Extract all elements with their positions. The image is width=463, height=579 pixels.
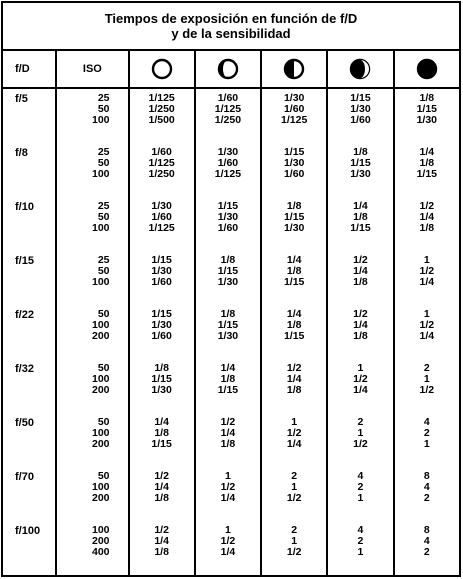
time-cell: [394, 521, 460, 576]
iso-cell: [56, 413, 128, 467]
exposure-time: 1/125: [148, 222, 175, 235]
exposure-time: 1/30: [350, 103, 371, 115]
exposure-time: 1/15: [217, 319, 239, 332]
time-cell: [129, 197, 195, 251]
iso-value: 100: [91, 168, 110, 181]
table-row: [2, 88, 460, 143]
exposure-time: 1/60: [151, 146, 172, 159]
exposure-time: 2: [357, 534, 364, 547]
exposure-time: 8: [423, 469, 430, 482]
time-cell: [195, 251, 261, 305]
time-cell: [195, 88, 261, 143]
fd-value: f/70: [2, 467, 56, 521]
exposure-time: 1: [423, 308, 430, 321]
exposure-time: 1/125: [214, 103, 242, 115]
iso-value: 50: [97, 265, 110, 278]
exposure-time: 1/30: [283, 92, 305, 104]
exposure-time: 1/15: [151, 308, 172, 321]
exposure-time: 1: [357, 491, 364, 504]
exposure-time: 1/8: [154, 545, 169, 558]
exposure-time: 1/4: [220, 426, 236, 439]
exposure-time: 1/8: [154, 426, 169, 439]
time-cell: [195, 467, 261, 521]
exposure-time: 1/8: [353, 146, 368, 159]
header-mostly-dark: [327, 50, 393, 88]
iso-value: 100: [91, 372, 110, 385]
time-cell: [129, 251, 195, 305]
iso-value: 400: [91, 545, 110, 558]
time-cell: [327, 413, 393, 467]
exposure-time: 2: [357, 480, 364, 493]
iso-value: 200: [91, 491, 110, 504]
table-row: [2, 305, 460, 359]
exposure-time: 1/125: [281, 114, 308, 126]
fd-value: f/5: [2, 88, 56, 143]
time-cell: [394, 467, 460, 521]
full-light-circle-icon: [151, 58, 173, 80]
time-cell: [195, 359, 261, 413]
exposure-time: 1/2: [353, 437, 368, 450]
fd-value: f/50: [2, 413, 56, 467]
exposure-time: 1/60: [151, 211, 172, 224]
exposure-time: 1/30: [151, 319, 172, 332]
table-row: [2, 251, 460, 305]
iso-value: 50: [97, 361, 110, 374]
iso-cell: [56, 88, 128, 143]
iso-value: 50: [97, 469, 110, 482]
exposure-time: 1/60: [283, 168, 305, 181]
iso-value: 100: [91, 276, 110, 289]
exposure-time: 1/4: [286, 308, 302, 321]
table-row: [2, 467, 460, 521]
exposure-time: 1/30: [151, 200, 172, 213]
fd-value: f/15: [2, 251, 56, 305]
exposure-time: 1/15: [283, 276, 305, 289]
exposure-time: 1/4: [353, 200, 368, 213]
exposure-time: 1/2: [353, 308, 368, 321]
time-cell: [394, 359, 460, 413]
exposure-time: 1: [423, 372, 430, 385]
exposure-time: 1/2: [419, 319, 435, 332]
time-cell: [129, 359, 195, 413]
exposure-time: 1/30: [350, 168, 371, 181]
time-cell: [261, 143, 327, 197]
exposure-time: 1/8: [220, 308, 236, 321]
iso-value: 100: [91, 319, 110, 332]
time-cell: [394, 305, 460, 359]
half-light-circle-icon: [283, 58, 305, 80]
exposure-time: 1/4: [220, 491, 236, 504]
iso-value: 100: [91, 426, 110, 439]
time-cell: [327, 251, 393, 305]
time-cell: [129, 413, 195, 467]
header-iso: ISO: [56, 50, 128, 88]
exposure-time: 1/15: [350, 157, 371, 170]
iso-cell: [56, 143, 128, 197]
iso-value: 100: [91, 480, 110, 493]
exposure-time: 1/2: [353, 372, 368, 385]
exposure-time: 1/30: [217, 146, 239, 159]
exposure-time: 1/8: [419, 157, 435, 170]
exposure-time: 1/2: [419, 200, 435, 213]
time-cell: [129, 467, 195, 521]
exposure-time: 1/8: [419, 222, 435, 235]
iso-value: 100: [91, 114, 110, 126]
exposure-time: 1/8: [220, 254, 236, 267]
exposure-time: 1/2: [220, 480, 236, 493]
header-full-light: [129, 50, 195, 88]
exposure-time: 1/8: [220, 372, 236, 385]
exposure-time: 1/30: [217, 330, 239, 343]
header-half-light: [261, 50, 327, 88]
exposure-time: 1/60: [283, 103, 305, 115]
exposure-time: 1/15: [151, 437, 172, 450]
exposure-time: 1/2: [353, 254, 368, 267]
iso-cell: [56, 467, 128, 521]
exposure-time: 1: [224, 469, 231, 482]
exposure-time: 1/15: [350, 92, 371, 104]
table-row: [2, 413, 460, 467]
exposure-time: 1/8: [220, 437, 236, 450]
exposure-time: 1/125: [148, 157, 175, 170]
fd-value: f/32: [2, 359, 56, 413]
header-mostly-light: [195, 50, 261, 88]
iso-cell: [56, 251, 128, 305]
time-cell: [327, 359, 393, 413]
exposure-time: 1/15: [416, 168, 437, 181]
exposure-time: 2: [357, 415, 364, 428]
exposure-time: 1/60: [217, 157, 239, 170]
iso-cell: [56, 305, 128, 359]
time-cell: [129, 88, 195, 143]
dark-circle-icon: [416, 58, 438, 80]
time-cell: [129, 521, 195, 576]
time-cell: [261, 467, 327, 521]
exposure-time: 1/8: [286, 265, 302, 278]
exposure-time: 1/2: [286, 491, 302, 504]
time-cell: [327, 305, 393, 359]
time-cell: [394, 88, 460, 143]
exposure-time: 1/8: [353, 211, 368, 224]
time-cell: [129, 305, 195, 359]
iso-value: 25: [97, 146, 110, 159]
iso-cell: [56, 521, 128, 576]
time-cell: [327, 197, 393, 251]
exposure-time: 4: [423, 534, 430, 547]
table-body: [2, 88, 460, 576]
time-cell: [261, 197, 327, 251]
iso-value: 50: [97, 157, 110, 170]
exposure-time: 1/8: [154, 491, 169, 504]
time-cell: [394, 251, 460, 305]
time-cell: [195, 521, 261, 576]
exposure-time: 1/4: [220, 545, 236, 558]
time-cell: [261, 88, 327, 143]
exposure-time: 1/30: [416, 114, 437, 126]
time-cell: [261, 251, 327, 305]
exposure-time: 1/15: [283, 146, 305, 159]
table-title: [2, 2, 460, 50]
iso-value: 200: [91, 437, 110, 450]
exposure-time: 1/4: [353, 319, 368, 332]
exposure-time: 1/60: [217, 92, 239, 104]
time-cell: [327, 143, 393, 197]
exposure-time: 2: [423, 491, 430, 504]
time-cell: [394, 197, 460, 251]
exposure-time: 1/2: [286, 361, 302, 374]
exposure-time: 1/15: [217, 265, 239, 278]
iso-value: 25: [97, 200, 110, 213]
time-cell: [261, 413, 327, 467]
exposure-time: 1/4: [419, 276, 435, 289]
time-cell: [327, 521, 393, 576]
exposure-time: 2: [423, 426, 430, 439]
exposure-time: 1/30: [151, 383, 172, 396]
time-cell: [129, 143, 195, 197]
table-title-line2: y de la sensibilidad: [171, 26, 291, 41]
iso-cell: [56, 359, 128, 413]
time-cell: [327, 88, 393, 143]
fd-value: f/100: [2, 521, 56, 576]
table-title-line1: Tiempos de exposición en función de f/D: [104, 11, 358, 26]
exposure-time: 1/15: [283, 330, 305, 343]
exposure-time: 4: [423, 415, 430, 428]
exposure-time: 1/4: [154, 415, 169, 428]
fd-value: f/22: [2, 305, 56, 359]
fd-value: f/8: [2, 143, 56, 197]
exposure-time: 1/4: [286, 437, 302, 450]
table-row: [2, 197, 460, 251]
exposure-time: 1/8: [286, 383, 302, 396]
exposure-time: 1: [291, 480, 298, 493]
exposure-time: 1/15: [151, 254, 172, 267]
exposure-time: 1/4: [154, 480, 169, 493]
exposure-time: 1/8: [286, 200, 302, 213]
header-dark: [394, 50, 460, 88]
exposure-time: 1/60: [151, 330, 172, 343]
exposure-time: 1/4: [353, 383, 368, 396]
time-cell: [195, 143, 261, 197]
exposure-time: 1/30: [283, 222, 305, 235]
exposure-time: 1: [357, 545, 364, 558]
exposure-time: 1: [357, 361, 364, 374]
exposure-time: 1/8: [154, 361, 169, 374]
table-row: [2, 521, 460, 576]
exposure-time: 1/15: [217, 383, 239, 396]
exposure-time: 2: [291, 523, 298, 536]
exposure-time: 1/30: [217, 276, 239, 289]
exposure-time: 1/2: [286, 545, 302, 558]
iso-value: 25: [97, 92, 110, 104]
fd-value: f/10: [2, 197, 56, 251]
exposure-time: 1/30: [283, 157, 305, 170]
time-cell: [261, 359, 327, 413]
exposure-time: 1/8: [419, 92, 435, 104]
exposure-time: 1: [291, 415, 298, 428]
exposure-time: 4: [423, 480, 430, 493]
exposure-time: 1/4: [286, 254, 302, 267]
time-cell: [394, 143, 460, 197]
time-cell: [327, 467, 393, 521]
exposure-time: 1/4: [353, 265, 368, 278]
exposure-time: 1/2: [419, 265, 435, 278]
exposure-time: 1/250: [148, 168, 175, 181]
exposure-time: 1: [357, 426, 364, 439]
iso-value: 200: [91, 330, 110, 343]
mostly-light-circle-icon: [217, 58, 239, 80]
exposure-time: 1/125: [148, 92, 175, 104]
exposure-time: 8: [423, 523, 430, 536]
time-cell: [261, 305, 327, 359]
exposure-time: 1/8: [353, 330, 368, 343]
iso-value: 50: [97, 415, 110, 428]
time-cell: [195, 413, 261, 467]
exposure-time: 1/2: [286, 426, 302, 439]
exposure-time: 1/60: [217, 222, 239, 235]
exposure-time: 4: [357, 469, 364, 482]
exposure-time: 1/15: [217, 200, 239, 213]
exposure-time: 1/2: [154, 469, 169, 482]
exposure-time: 1/8: [353, 276, 368, 289]
exposure-time: 1/2: [220, 534, 236, 547]
time-cell: [195, 197, 261, 251]
exposure-time: 1/30: [151, 265, 172, 278]
iso-value: 200: [91, 383, 110, 396]
exposure-time: 1/8: [286, 319, 302, 332]
exposure-time: 1/15: [416, 103, 437, 115]
exposure-time: 1/4: [286, 372, 302, 385]
exposure-time: 1/4: [154, 534, 169, 547]
exposure-time: 4: [357, 523, 364, 536]
exposure-time: 1/500: [148, 114, 175, 126]
time-cell: [261, 521, 327, 576]
iso-value: 100: [91, 222, 110, 235]
exposure-time: 1/2: [154, 523, 169, 536]
table-row: [2, 359, 460, 413]
iso-value: 50: [97, 103, 110, 115]
exposure-time: 1/4: [419, 146, 435, 159]
exposure-time: 1/15: [283, 211, 305, 224]
mostly-dark-circle-icon: [349, 58, 371, 80]
table-row: [2, 143, 460, 197]
exposure-time: 1/250: [148, 103, 175, 115]
exposure-time: 1/15: [350, 222, 371, 235]
exposure-time: 1/2: [419, 383, 435, 396]
exposure-time: 1: [224, 523, 231, 536]
time-cell: [195, 305, 261, 359]
exposure-time: 2: [423, 361, 430, 374]
exposure-time: 1/4: [419, 330, 435, 343]
iso-value: 25: [97, 254, 110, 267]
exposure-time: 1/60: [151, 276, 172, 289]
iso-cell: [56, 197, 128, 251]
time-cell: [394, 413, 460, 467]
exposure-time: 1/60: [350, 114, 371, 126]
exposure-time: 1/15: [151, 372, 172, 385]
exposure-time: 1/2: [220, 415, 236, 428]
iso-value: 50: [97, 211, 110, 224]
iso-value: 200: [91, 534, 110, 547]
header-fd: f/D: [2, 50, 56, 88]
exposure-time: 2: [423, 545, 430, 558]
iso-value: 50: [97, 308, 110, 321]
exposure-time: 1: [291, 534, 298, 547]
iso-value: 100: [91, 523, 110, 536]
exposure-time: 1/4: [419, 211, 435, 224]
exposure-time: 1/250: [214, 114, 242, 126]
exposure-time: 2: [291, 469, 298, 482]
exposure-time: 1: [423, 437, 430, 450]
exposure-table: [1, 1, 461, 577]
exposure-time: 1: [423, 254, 430, 267]
exposure-time: 1/30: [217, 211, 239, 224]
exposure-time: 1/4: [220, 361, 236, 374]
exposure-time: 1/125: [214, 168, 242, 181]
